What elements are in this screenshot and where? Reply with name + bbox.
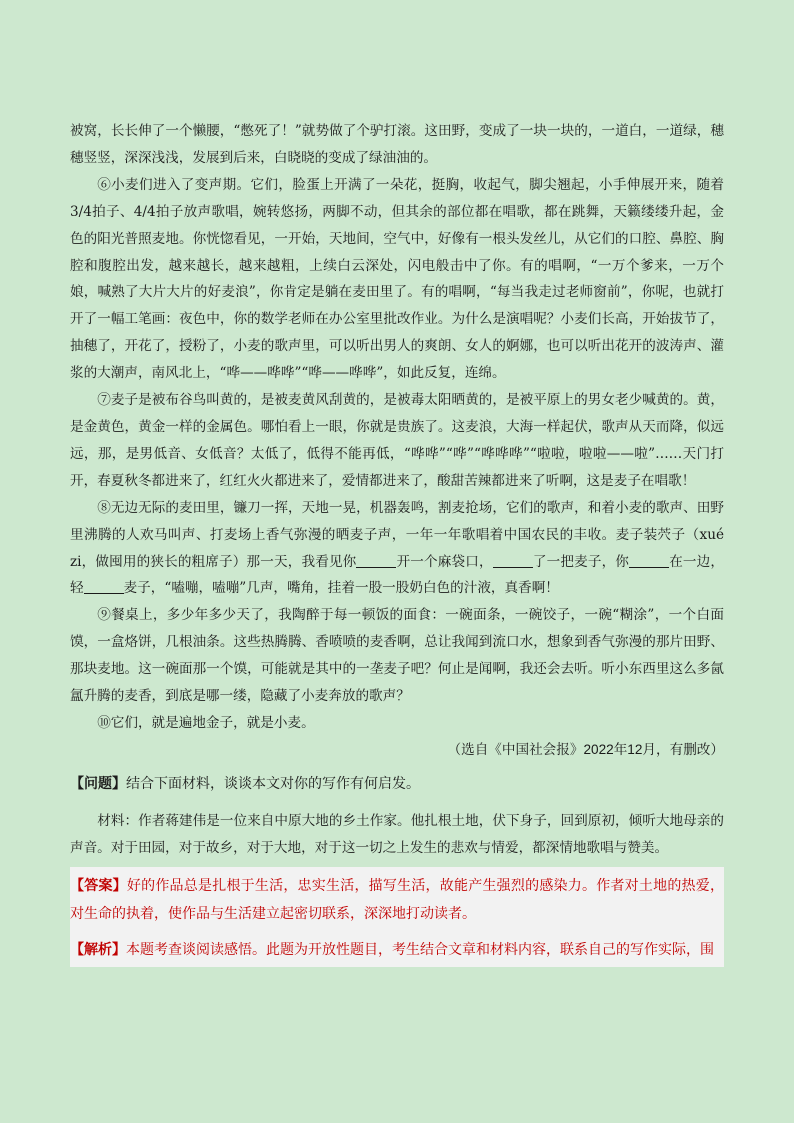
document-page	[70, 118, 724, 967]
answer-text: 好的作品总是扎根于生活，忠实生活，描写生活，故能产生强烈的感染力。作者对土地的热爱，对生命的执着，使作品与生活建立起密切联系，深深地打动读者。	[70, 876, 724, 921]
paragraph-9: ⑨餐桌上，多少年多少天了，我陶醉于每一顿饭的面食：一碗面条，一碗饺子，一碗“糊涂”，一个白面馍，一盒烙饼，几根油条。这些热腾腾、香喷喷的麦香啊，总让我闻到流口水，想象到香气弥漫的那片田野、那块麦地。这一碗面那一个馍，可能就是其中的一垄麦子吧？何止是闻啊，我还会去听。听小东西里这么多氤氲升腾的麦香，到底是哪一缕，隐藏了小麦奔放的歌声？	[70, 607, 724, 705]
source-citation: （选自《中国社会报》2022年12月，有删改）	[447, 741, 724, 757]
analysis	[70, 935, 724, 963]
material-text: 材料：作者蒋建伟是一位来自中原大地的乡土作家。他扎根土地，伏下身子，回到原初，倾听大地母亲的声音。对于田园，对于故乡，对于大地，对于这一切之上发生的悲欢与情爱，都深情地歌唱与赞美。	[70, 812, 724, 857]
paragraph-8	[70, 495, 724, 603]
answer-tag: 【答案】	[70, 876, 127, 893]
paragraph-8-part-a: ⑧无边无际的麦田里，镰刀一挥，天地一晃，机器轰鸣，割麦抢场，它们的歌声，和着小麦的歌声、田野里沸腾的人欢马叫声、打麦场上香气弥漫的晒麦子声，一年一年歌唱着中国农民的丰收。麦子装茓子（xué zi，做囤用的狭长的粗席子）那一天，我看见你	[70, 499, 724, 570]
fill-blank-3	[629, 553, 669, 568]
paragraph-6: ⑥小麦们进入了变声期。它们，脸蛋上开满了一朵花，挺胸，收起气，脚尖翘起，小手伸展开来，随着3/4拍子、4/4拍子放声歌唱，婉转悠扬，两脚不动，但其余的部位都在唱歌，都在跳舞，天籁缕缕升起，金色的阳光普照麦地。你恍惚看见，一开始，天地间，空气中，好像有一根头发丝儿，从它们的口腔、鼻腔、胸腔和腹腔出发，越来越长，越来越粗，上续白云深处，闪电般击中了你。有的唱啊，“一万个爹来，一万个娘，喊熟了大片大片的好麦浪”，你肯定是躺在麦田里了。有的唱啊，“每当我走过老师窗前”，你呢，也就打开了一幅工笔画：夜色中，你的数学老师在办公室里批改作业。为什么是演唱呢？小麦们长高，开始拔节了，抽穗了，开花了，授粉了，小麦的歌声里，可以听出男人的爽朗、女人的婀娜，也可以听出花开的波涛声、灌浆的大潮声，南风北上，“哗——哗哗”“哗——哗哗”，如此反复，连绵。	[70, 176, 724, 382]
fill-blank-4	[84, 579, 124, 594]
paragraph-7: ⑦麦子是被布谷鸟叫黄的，是被麦黄风刮黄的，是被毒太阳晒黄的，是被平原上的男女老少喊黄的。黄，是金黄色，黄金一样的金属色。哪怕看上一眼，你就是贵族了。这麦浪，大海一样起伏，歌声从天而降，似远远，那，是男低音、女低音？太低了，低得不能再低，“哗哗”“哗”“哗哗哗”“啦啦，啦啦——啦”……天门打开，春夏秋冬都进来了，红红火火都进来了，爱情都进来了，酸甜苦辣都进来了听啊，这是麦子在唱歌！	[70, 392, 724, 489]
fill-blank-1	[356, 553, 396, 568]
paragraph-10: ⑩它们，就是遍地金子，就是小麦。	[97, 714, 315, 731]
paragraph-8-part-d: 在一边，轻	[70, 553, 724, 597]
paragraph-8-part-b: 开一个麻袋口，	[396, 553, 493, 570]
question-text: 结合下面材料，谈谈本文对你的写作有何启发。	[126, 774, 420, 791]
paragraph-continued: 被窝，长长伸了一个懒腰，“憋死了！”就势做了个驴打滚。这田野，变成了一块一块的，一道白，一道绿，穗穗竖竖，深深浅浅，发展到后来，白晓晓的变成了绿油油的。	[70, 123, 724, 166]
paragraph-8-part-e: 麦子，“嗑嘣，嗑嘣”几声，嘴角，挂着一股一股奶白色的汁液，真香啊！	[123, 580, 559, 597]
analysis-text: 本题考查谈阅读感悟。此题为开放性题目，考生结合文章和材料内容，联系自己的写作实际，围	[126, 940, 714, 957]
question-tag: 【问题】	[70, 774, 126, 791]
analysis-tag: 【解析】	[70, 940, 126, 957]
answer-box	[70, 867, 724, 967]
fill-blank-2	[493, 553, 533, 568]
answer	[70, 871, 724, 927]
paragraph-8-part-c: 了一把麦子，你	[532, 553, 630, 570]
question	[70, 770, 724, 796]
